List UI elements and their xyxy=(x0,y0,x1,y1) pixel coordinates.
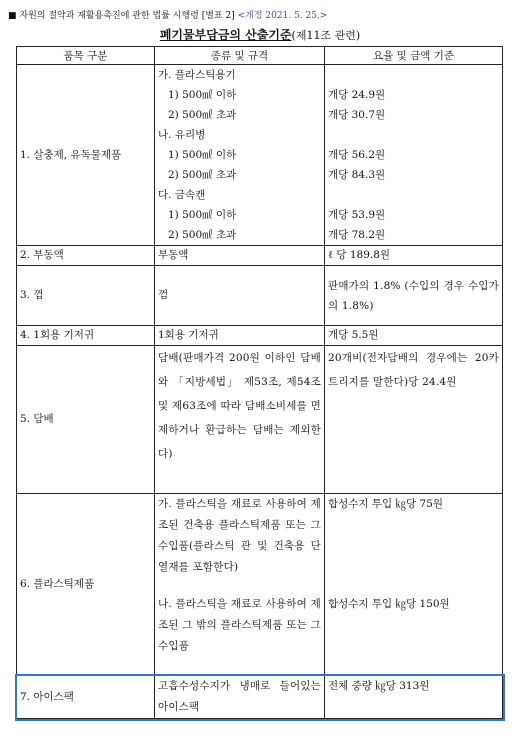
rate-cell: 판매가의 1.8% (수입의 경우 수입가의 1.8%) xyxy=(325,266,503,326)
table-header-row xyxy=(17,47,503,65)
table-row xyxy=(17,65,503,246)
rate-line xyxy=(328,65,499,85)
table-row xyxy=(17,266,503,326)
charge-table xyxy=(16,46,503,719)
rate-cell: 합성수지 투입 ㎏당 75원 xyxy=(325,494,503,594)
table-row xyxy=(17,246,503,266)
type-cell: 부동액 xyxy=(155,246,325,266)
page-title-main: 폐기물부담금의 산출기준 xyxy=(159,28,292,42)
type-cell xyxy=(155,65,325,246)
square-bullet-icon: ■ xyxy=(8,11,17,21)
rate-line: 개당 78.2원 xyxy=(328,229,386,241)
table-row xyxy=(17,346,503,494)
rate-line xyxy=(328,125,499,145)
rate-line: 개당 84.3원 xyxy=(328,169,386,181)
revision-date: <개정 2021. 5. 25.> xyxy=(237,11,328,21)
rate-line: 개당 56.2원 xyxy=(328,149,386,161)
rate-cell: 20개비(전자담배의 경우에는 20카트리지를 말한다)당 24.4원 xyxy=(325,346,503,494)
type-line: 다. 금속캔 xyxy=(158,189,206,201)
category-cell: 1. 살충제, 유독물제품 xyxy=(17,65,155,246)
column-header: 품목 구분 xyxy=(17,47,155,65)
rate-cell xyxy=(325,65,503,246)
page-title xyxy=(0,27,520,43)
type-line: 1) 500㎖ 이하 xyxy=(168,149,237,161)
type-line: 2) 500㎖ 초과 xyxy=(168,229,237,241)
rate-line: 개당 30.7원 xyxy=(328,109,386,121)
type-cell: 나. 플라스틱을 재료로 사용하여 제조된 그 밖의 플라스틱제품 또는 그 수입품 xyxy=(155,594,325,676)
type-line: 가. 플라스틱용기 xyxy=(158,69,236,81)
table-row xyxy=(17,494,503,594)
type-line: 나. 유리병 xyxy=(158,129,206,141)
law-title: 자원의 절약과 재활용촉진에 관한 법률 시행령 [별표 2] xyxy=(19,11,235,21)
rate-line xyxy=(328,185,499,205)
rate-line: 개당 53.9원 xyxy=(328,209,386,221)
type-line: 2) 500㎖ 초과 xyxy=(168,169,237,181)
type-cell: 가. 플라스틱을 재료로 사용하여 제조된 건축용 플라스틱제품 또는 그 수입품(플라스틱 관 및 건축용 단열재를 포함한다) xyxy=(155,494,325,594)
column-header: 종류 및 규격 xyxy=(155,47,325,65)
type-cell: 껌 xyxy=(155,266,325,326)
rate-line: 개당 24.9원 xyxy=(328,89,386,101)
type-cell: 담배(판매가격 200원 이하인 담배와 「지방세법」 제53조, 제54조 및 제63조에 따라 담배소비세를 면제하거나 환급하는 담배는 제외한다) xyxy=(155,346,325,494)
category-cell: 7. 아이스팩 xyxy=(17,676,155,719)
type-cell: 1회용 기저귀 xyxy=(155,326,325,346)
table-row xyxy=(17,676,503,719)
page-title-sub: (제11조 관련) xyxy=(291,29,361,42)
type-cell: 고흡수성수지가 냉매로 들어있는 아이스팩 xyxy=(155,676,325,719)
category-cell: 3. 껌 xyxy=(17,266,155,326)
document-header xyxy=(8,8,512,24)
table-row xyxy=(17,326,503,346)
column-header: 요율 및 금액 기준 xyxy=(325,47,503,65)
rate-cell: 합성수지 투입 ㎏당 150원 xyxy=(325,594,503,676)
category-cell: 5. 담배 xyxy=(17,346,155,494)
rate-cell: ℓ 당 189.8원 xyxy=(325,246,503,266)
rate-cell: 개당 5.5원 xyxy=(325,326,503,346)
type-line: 1) 500㎖ 이하 xyxy=(168,209,237,221)
category-cell: 4. 1회용 기저귀 xyxy=(17,326,155,346)
category-cell: 2. 부동액 xyxy=(17,246,155,266)
category-cell: 6. 플라스틱제품 xyxy=(17,494,155,676)
rate-cell: 전체 중량 ㎏당 313원 xyxy=(325,676,503,719)
type-line: 1) 500㎖ 이하 xyxy=(168,89,237,101)
type-line: 2) 500㎖ 초과 xyxy=(168,109,237,121)
